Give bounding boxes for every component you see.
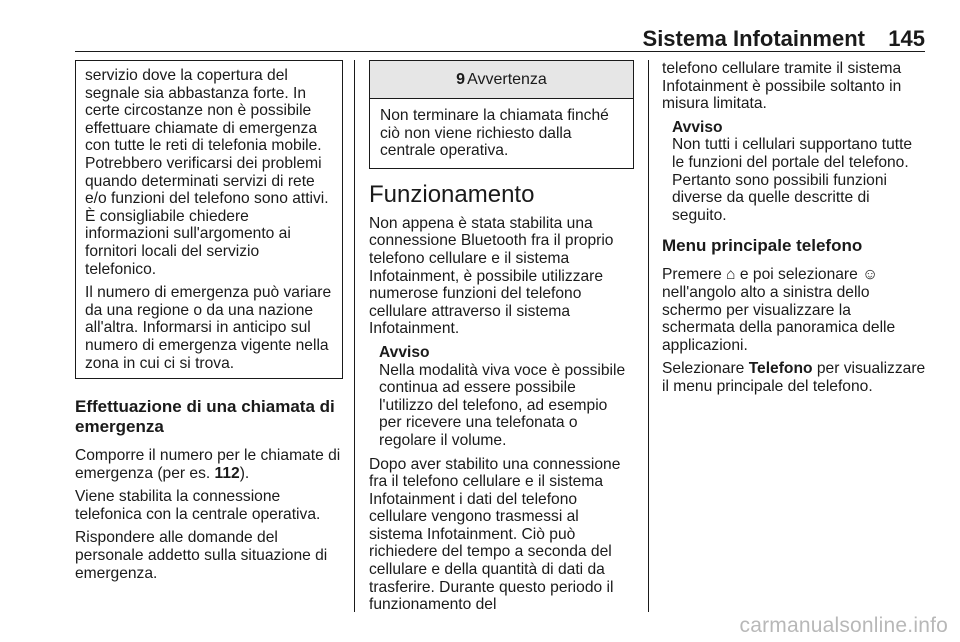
home-icon: ⌂ xyxy=(726,266,736,284)
box-paragraph-2: Il numero di emergenza può variare da una regione o da una nazione all'altra. Informarsi in anticipo sul numero di emergenza vigente nella zona in cui ci si trova. xyxy=(85,284,332,372)
paragraph-press-home: Premere ⌂ e poi selezionare ☺ nell'angolo alto a sinistra dello schermo per visualizzare la schermata della panoramica delle applicazioni. xyxy=(662,266,896,354)
note-block-2 xyxy=(662,119,926,225)
note-label: Avviso xyxy=(379,343,430,361)
continued-note-box xyxy=(75,60,343,379)
page-number: 145 xyxy=(888,26,925,51)
watermark: carmanualsonline.info xyxy=(739,614,948,637)
note-text: Nella modalità viva voce è possibile continua ad essere possibile l'utilizzo del telefono, ad esempio per ricevere una telefonata o regolare il volume. xyxy=(379,361,626,449)
warning-header xyxy=(369,60,634,98)
paragraph-data-transfer: Dopo aver stabilito una connessione fra il telefono cellulare e il sistema Infotainment i dati del telefono cellulare vengono trasmessi al sistema Infotainment. Ciò può richiedere del tempo a seconda del cellulare e della quantità di dati da trasferire. Durante questo periodo il funzionamento del xyxy=(369,455,621,614)
column-2 xyxy=(369,60,634,620)
note-text-2: Non tutti i cellulari supportano tutte le funzioni del portale del telefono. Pertanto sono possibili funzioni diverse da quelle descritte di seguito. xyxy=(672,136,913,224)
column-1 xyxy=(75,60,343,588)
header-title: Sistema Infotainment xyxy=(642,26,865,51)
section-heading-emergency-call: Effettuazione di una chiamata di emergenza xyxy=(75,397,335,437)
note-block xyxy=(369,344,634,450)
column-3 xyxy=(662,60,926,402)
warning-icon: 9 xyxy=(456,71,466,88)
paragraph-dial-number: Comporre il numero per le chiamate di emergenza (per es. 112). xyxy=(75,447,341,482)
section-title-funzionamento: Funzionamento xyxy=(369,180,535,208)
page-header xyxy=(75,26,925,52)
box-paragraph-1: servizio dove la copertura del segnale sia abbastanza forte. In certe circostanze non è possibile effettuare chiamate di emergenza con tutte le reti di telefonia mobile. Potrebbero verificarsi dei problemi quando determinati servizi di rete e/o funzioni del telefono sono attivi. È consigliabile chiedere informazioni sull'argomento ai fornitori locali del servizio telefonico. xyxy=(85,67,329,278)
phone-icon: ☺ xyxy=(862,266,879,284)
warning-title: Avvertenza xyxy=(467,71,547,88)
header-rule xyxy=(75,51,925,52)
note-label-2: Avviso xyxy=(672,118,723,136)
section-heading-phone-menu: Menu principale telefono xyxy=(662,236,863,256)
paragraph-limited: telefono cellulare tramite il sistema Infotainment è possibile soltanto in misura limitata. xyxy=(662,60,902,113)
paragraph-connection: Viene stabilita la connessione telefonica con la centrale operativa. xyxy=(75,488,321,523)
paragraph-select-phone: Selezionare Telefono per visualizzare il menu principale del telefono. xyxy=(662,360,926,395)
paragraph-answer: Rispondere alle domande del personale addetto sulla situazione di emergenza. xyxy=(75,529,328,582)
column-divider-1 xyxy=(354,60,355,612)
warning-body: Non terminare la chiamata finché ciò non viene richiesto dalla centrale operativa. xyxy=(369,98,634,169)
column-divider-2 xyxy=(648,60,649,612)
paragraph-bluetooth: Non appena è stata stabilita una connessione Bluetooth fra il proprio telefono cellulare e il sistema Infotainment, è possibile utilizzare numerose funzioni del telefono cellulare attraverso il sistema Infotainment. xyxy=(369,214,614,338)
